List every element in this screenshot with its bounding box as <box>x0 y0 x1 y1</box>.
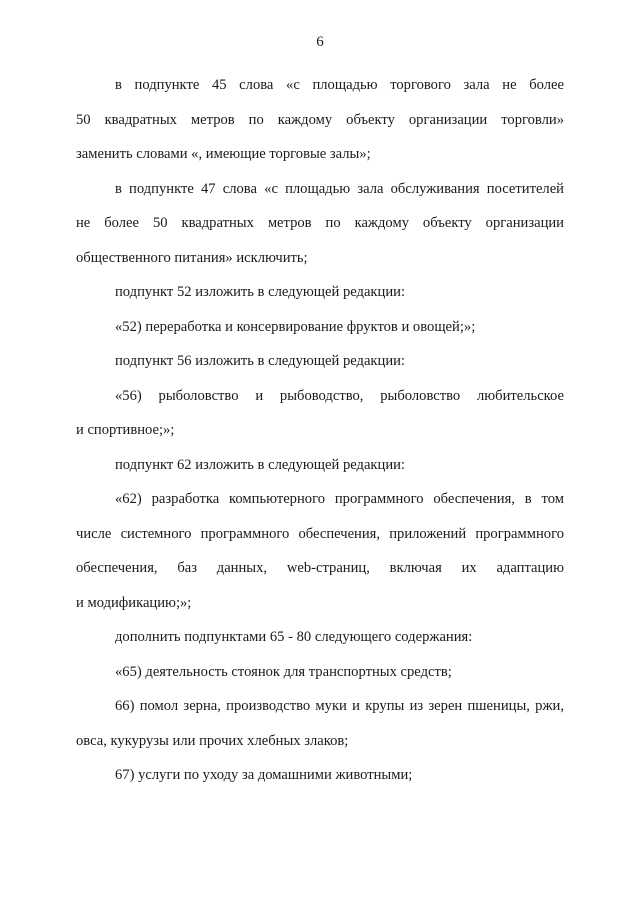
paragraph <box>76 172 564 276</box>
paragraph <box>76 448 564 483</box>
document-body <box>76 68 564 793</box>
paragraph <box>76 275 564 310</box>
text-line: «52) переработка и консервирование фруктов и овощей;»; <box>115 318 476 335</box>
text-line: «65) деятельность стоянок для транспортных средств; <box>115 663 452 680</box>
paragraph <box>76 655 564 690</box>
paragraph <box>76 620 564 655</box>
text-line: подпункт 52 изложить в следующей редакции: <box>115 284 406 300</box>
text-line: «62) разработка компьютерного программного обеспечения, в том <box>115 491 564 507</box>
text-line: дополнить подпунктами 65 - 80 следующего содержания: <box>115 629 473 645</box>
page-number: 6 <box>316 34 324 50</box>
text-line: числе системного программного обеспечения, приложений программного <box>76 525 564 542</box>
text-line: 66) помол зерна, производство муки и крупы из зерен пшеницы, ржи, <box>115 698 564 714</box>
text-line: обеспечения, баз данных, web-страниц, включая их адаптацию <box>76 560 564 576</box>
paragraph <box>76 379 564 448</box>
paragraph <box>76 758 564 793</box>
text-line: заменить словами «, имеющие торговые залы»; <box>76 146 371 162</box>
text-line: в подпункте 45 слова «с площадью торгового зала не более <box>115 77 564 93</box>
text-line: «56) рыболовство и рыбоводство, рыболовство любительское <box>115 387 564 404</box>
paragraph <box>76 482 564 620</box>
text-line: и модификацию;»; <box>76 594 192 611</box>
paragraph <box>76 344 564 379</box>
text-line: овса, кукурузы или прочих хлебных злаков; <box>76 732 349 749</box>
text-line: подпункт 56 изложить в следующей редакции: <box>115 353 406 369</box>
text-line: и спортивное;»; <box>76 422 175 438</box>
text-line: общественного питания» исключить; <box>76 249 308 266</box>
text-line: не более 50 квадратных метров по каждому объекту организации <box>76 215 564 231</box>
text-line: подпункт 62 изложить в следующей редакции: <box>115 456 406 473</box>
paragraph <box>76 310 564 345</box>
paragraph <box>76 68 564 172</box>
text-line: 50 квадратных метров по каждому объекту организации торговли» <box>76 111 564 128</box>
paragraph <box>76 689 564 758</box>
text-line: в подпункте 47 слова «с площадью зала обслуживания посетителей <box>115 180 564 197</box>
text-line: 67) услуги по уходу за домашними животными; <box>115 767 413 783</box>
